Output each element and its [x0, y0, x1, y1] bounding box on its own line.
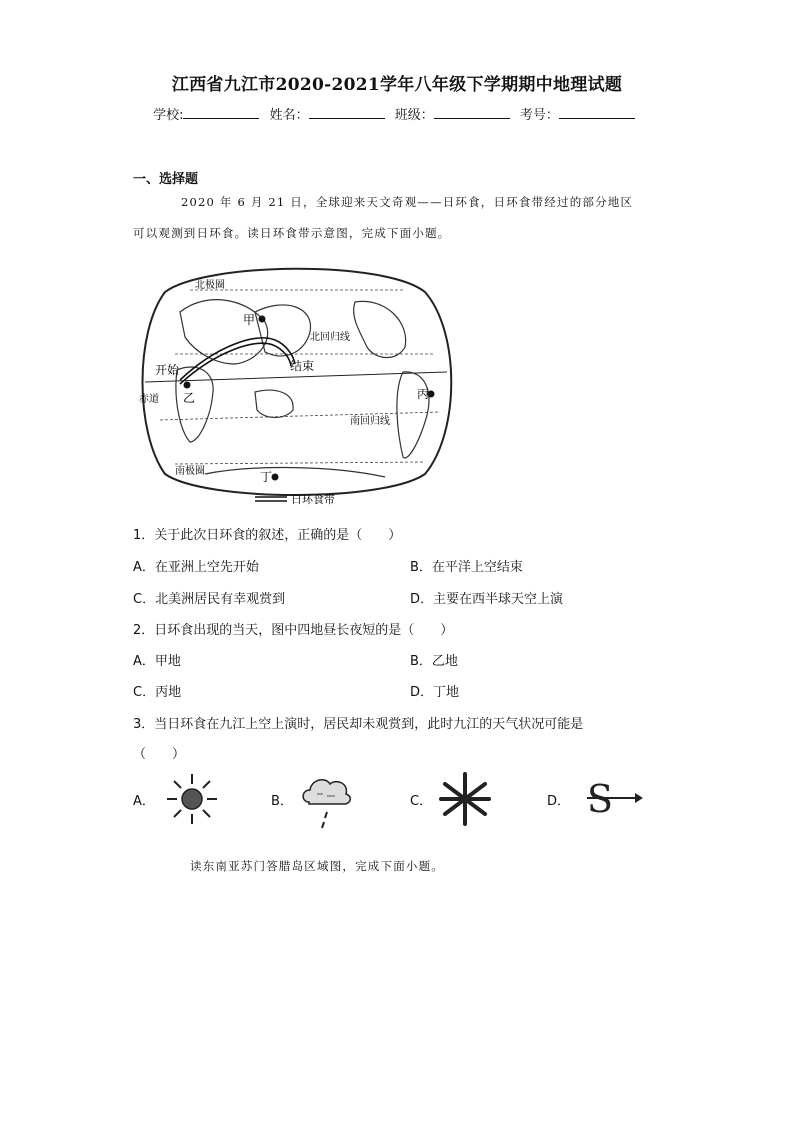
class-label: 班级：: [394, 108, 434, 123]
q3-option-c-label[interactable]: C．: [410, 794, 433, 809]
page-title: 江西省九江市2020-2021学年八年级下学期期中地理试题: [171, 75, 623, 95]
tropic-capricorn-label: 南回归线: [350, 416, 390, 427]
south-polar-label: 南极圈: [175, 466, 205, 477]
intro-2: 读东南亚苏门答腊岛区域图，完成下面小题。: [190, 859, 444, 873]
q1-option-d[interactable]: D．主要在西半球天空上演: [410, 592, 564, 607]
q2-option-b[interactable]: B．乙地: [410, 654, 458, 669]
start-label: 开始: [155, 363, 180, 377]
legend-label: 日环食带: [291, 493, 335, 506]
school-label: 学校:: [153, 108, 184, 123]
exam-no-blank[interactable]: [559, 106, 635, 119]
weather-options: [133, 770, 653, 830]
wind-s-arrow-icon[interactable]: [581, 776, 643, 820]
bing-label: 丙: [417, 387, 430, 401]
ding-label: 丁: [260, 470, 273, 484]
tropic-cancer-label: 北回归线: [310, 332, 350, 343]
svg-text:S: S: [587, 777, 614, 820]
equator-label: 赤道: [139, 394, 159, 405]
snow-icon[interactable]: [435, 770, 495, 828]
q2-option-c[interactable]: C．丙地: [133, 685, 182, 700]
class-blank[interactable]: [434, 106, 510, 119]
q3-option-b-label[interactable]: B．: [271, 794, 293, 809]
jia-label: 甲: [243, 313, 256, 327]
q1-option-c[interactable]: C．北美洲居民有幸观赏到: [133, 592, 286, 607]
question-1-stem: 1．关于此次日环食的叙述，正确的是（ ）: [133, 528, 402, 543]
name-blank[interactable]: [309, 106, 385, 119]
student-info-line: [0, 104, 794, 123]
q2-option-a[interactable]: A．甲地: [133, 654, 181, 669]
question-3-stem: 3．当日环食在九江上空上演时，居民却未观赏到，此时九江的天气状况可能是: [133, 717, 584, 732]
question-2-stem: 2．日环食出现的当天，图中四地昼长夜短的是（ ）: [133, 623, 454, 638]
section-heading: 一、选择题: [133, 172, 199, 187]
intro-line-2: 可以观测到日环食。读日环食带示意图，完成下面小题。: [133, 226, 451, 240]
school-blank[interactable]: [183, 106, 259, 119]
q3-option-d-label[interactable]: D．: [547, 794, 571, 809]
north-polar-label: 北极圈: [195, 280, 225, 291]
q3-option-a-label[interactable]: A．: [133, 794, 155, 809]
annular-eclipse-map: [135, 252, 455, 514]
name-label: 姓名：: [269, 108, 309, 123]
q1-option-a[interactable]: A．在亚洲上空先开始: [133, 560, 259, 575]
intro-line-1: 2020 年 6 月 21 日，全球迎来天文奇观——日环食，日环食带经过的部分地区: [181, 195, 634, 209]
q1-option-b[interactable]: B．在平洋上空结束: [410, 560, 523, 575]
rain-cloud-icon[interactable]: [297, 770, 355, 830]
sunny-icon[interactable]: [165, 770, 219, 828]
yi-label: 乙: [183, 391, 196, 405]
question-3-stem-parens: （ ）: [133, 747, 186, 762]
end-label: 结束: [290, 359, 315, 373]
q2-option-d[interactable]: D．丁地: [410, 685, 460, 700]
exam-no-label: 考号：: [519, 108, 559, 123]
